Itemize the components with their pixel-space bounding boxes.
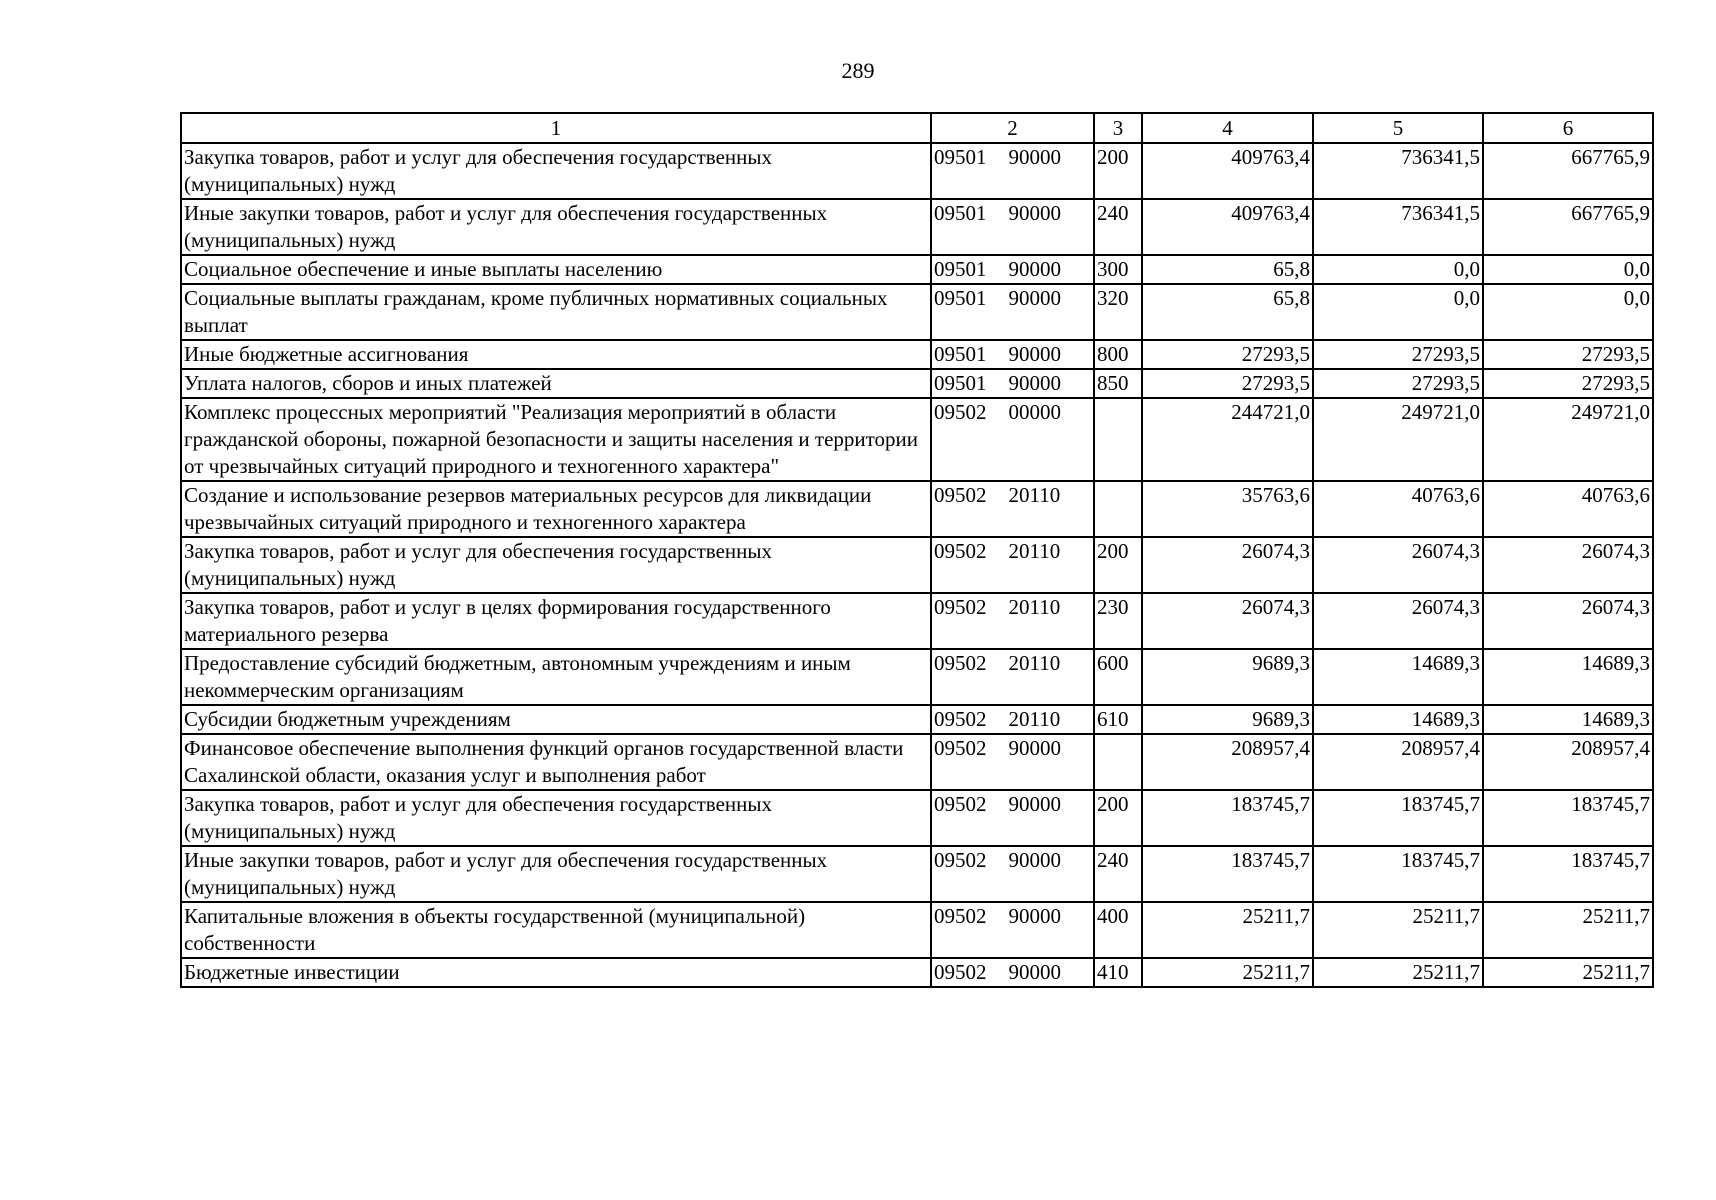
table-row bbox=[181, 593, 1653, 649]
code-target: 20110 bbox=[1008, 595, 1061, 619]
column-header: 1 bbox=[181, 113, 931, 143]
row-amount-5: 736341,5 bbox=[1313, 143, 1483, 199]
row-amount-6: 0,0 bbox=[1483, 255, 1653, 284]
row-amount-6: 25211,7 bbox=[1483, 958, 1653, 987]
code-target: 00000 bbox=[1008, 400, 1061, 424]
row-code bbox=[931, 902, 1094, 958]
row-amount-5: 25211,7 bbox=[1313, 902, 1483, 958]
table-row bbox=[181, 902, 1653, 958]
table-row bbox=[181, 481, 1653, 537]
row-expense-type: 600 bbox=[1094, 649, 1142, 705]
row-code bbox=[931, 593, 1094, 649]
row-expense-type: 240 bbox=[1094, 846, 1142, 902]
row-amount-6: 26074,3 bbox=[1483, 593, 1653, 649]
row-amount-6: 0,0 bbox=[1483, 284, 1653, 340]
code-target: 90000 bbox=[1008, 792, 1061, 816]
row-name: Закупка товаров, работ и услуг в целях формирования государственного материального резерва bbox=[181, 593, 931, 649]
row-code bbox=[931, 284, 1094, 340]
row-amount-5: 27293,5 bbox=[1313, 340, 1483, 369]
row-expense-type bbox=[1094, 481, 1142, 537]
row-code bbox=[931, 340, 1094, 369]
row-amount-4: 208957,4 bbox=[1142, 734, 1313, 790]
row-amount-4: 27293,5 bbox=[1142, 340, 1313, 369]
row-amount-4: 244721,0 bbox=[1142, 398, 1313, 481]
column-header: 6 bbox=[1483, 113, 1653, 143]
column-header: 3 bbox=[1094, 113, 1142, 143]
code-section: 09502 bbox=[934, 792, 987, 816]
code-section: 09502 bbox=[934, 736, 987, 760]
code-section: 09501 bbox=[934, 201, 987, 225]
row-amount-4: 25211,7 bbox=[1142, 958, 1313, 987]
row-name: Закупка товаров, работ и услуг для обеспечения государственных (муниципальных) нужд bbox=[181, 143, 931, 199]
table-body bbox=[181, 143, 1653, 987]
table-row bbox=[181, 537, 1653, 593]
row-name: Создание и использование резервов материальных ресурсов для ликвидации чрезвычайных ситуаций природного и техногенного характера bbox=[181, 481, 931, 537]
row-amount-4: 26074,3 bbox=[1142, 593, 1313, 649]
code-target: 90000 bbox=[1008, 960, 1061, 984]
row-amount-4: 27293,5 bbox=[1142, 369, 1313, 398]
row-name: Предоставление субсидий бюджетным, автономным учреждениям и иным некоммерческим организациям bbox=[181, 649, 931, 705]
row-amount-4: 65,8 bbox=[1142, 255, 1313, 284]
row-name: Комплекс процессных мероприятий "Реализация мероприятий в области гражданской обороны, пожарной безопасности и защиты населения и территории от чрезвычайных ситуаций природного и техногенного характера" bbox=[181, 398, 931, 481]
code-section: 09502 bbox=[934, 960, 987, 984]
row-amount-5: 14689,3 bbox=[1313, 649, 1483, 705]
row-amount-4: 409763,4 bbox=[1142, 143, 1313, 199]
row-expense-type: 320 bbox=[1094, 284, 1142, 340]
row-expense-type: 610 bbox=[1094, 705, 1142, 734]
row-amount-5: 249721,0 bbox=[1313, 398, 1483, 481]
row-amount-6: 40763,6 bbox=[1483, 481, 1653, 537]
row-name: Социальные выплаты гражданам, кроме публичных нормативных социальных выплат bbox=[181, 284, 931, 340]
row-amount-4: 183745,7 bbox=[1142, 790, 1313, 846]
code-target: 90000 bbox=[1008, 904, 1061, 928]
code-section: 09501 bbox=[934, 342, 987, 366]
code-section: 09501 bbox=[934, 371, 987, 395]
row-amount-6: 14689,3 bbox=[1483, 705, 1653, 734]
row-code bbox=[931, 734, 1094, 790]
table-row bbox=[181, 846, 1653, 902]
row-name: Иные закупки товаров, работ и услуг для обеспечения государственных (муниципальных) нужд bbox=[181, 199, 931, 255]
row-amount-6: 14689,3 bbox=[1483, 649, 1653, 705]
row-amount-6: 183745,7 bbox=[1483, 846, 1653, 902]
row-amount-5: 27293,5 bbox=[1313, 369, 1483, 398]
row-code bbox=[931, 705, 1094, 734]
row-expense-type: 410 bbox=[1094, 958, 1142, 987]
row-name: Субсидии бюджетным учреждениям bbox=[181, 705, 931, 734]
row-amount-6: 27293,5 bbox=[1483, 369, 1653, 398]
code-target: 20110 bbox=[1008, 707, 1061, 731]
row-amount-5: 40763,6 bbox=[1313, 481, 1483, 537]
row-amount-5: 208957,4 bbox=[1313, 734, 1483, 790]
row-name: Социальное обеспечение и иные выплаты населению bbox=[181, 255, 931, 284]
row-amount-5: 0,0 bbox=[1313, 255, 1483, 284]
code-section: 09502 bbox=[934, 595, 987, 619]
budget-table bbox=[180, 112, 1654, 988]
row-amount-6: 26074,3 bbox=[1483, 537, 1653, 593]
row-amount-6: 249721,0 bbox=[1483, 398, 1653, 481]
row-name: Закупка товаров, работ и услуг для обеспечения государственных (муниципальных) нужд bbox=[181, 537, 931, 593]
code-section: 09501 bbox=[934, 257, 987, 281]
table-row bbox=[181, 705, 1653, 734]
code-target: 90000 bbox=[1008, 201, 1061, 225]
row-expense-type bbox=[1094, 734, 1142, 790]
code-target: 20110 bbox=[1008, 483, 1061, 507]
row-amount-5: 183745,7 bbox=[1313, 790, 1483, 846]
row-expense-type: 850 bbox=[1094, 369, 1142, 398]
row-code bbox=[931, 481, 1094, 537]
row-amount-5: 26074,3 bbox=[1313, 593, 1483, 649]
row-amount-6: 25211,7 bbox=[1483, 902, 1653, 958]
row-amount-5: 0,0 bbox=[1313, 284, 1483, 340]
row-amount-4: 35763,6 bbox=[1142, 481, 1313, 537]
row-expense-type: 200 bbox=[1094, 143, 1142, 199]
row-expense-type: 300 bbox=[1094, 255, 1142, 284]
row-name: Уплата налогов, сборов и иных платежей bbox=[181, 369, 931, 398]
row-amount-6: 667765,9 bbox=[1483, 199, 1653, 255]
row-amount-4: 9689,3 bbox=[1142, 705, 1313, 734]
row-code bbox=[931, 369, 1094, 398]
row-amount-4: 9689,3 bbox=[1142, 649, 1313, 705]
row-amount-6: 27293,5 bbox=[1483, 340, 1653, 369]
row-expense-type: 230 bbox=[1094, 593, 1142, 649]
column-header: 2 bbox=[931, 113, 1094, 143]
table-row bbox=[181, 340, 1653, 369]
row-code bbox=[931, 255, 1094, 284]
row-code bbox=[931, 790, 1094, 846]
code-target: 90000 bbox=[1008, 371, 1061, 395]
row-code bbox=[931, 958, 1094, 987]
row-amount-5: 736341,5 bbox=[1313, 199, 1483, 255]
row-amount-6: 183745,7 bbox=[1483, 790, 1653, 846]
table-row bbox=[181, 398, 1653, 481]
code-target: 90000 bbox=[1008, 848, 1061, 872]
row-code bbox=[931, 537, 1094, 593]
row-amount-5: 183745,7 bbox=[1313, 846, 1483, 902]
row-amount-4: 183745,7 bbox=[1142, 846, 1313, 902]
row-amount-4: 409763,4 bbox=[1142, 199, 1313, 255]
code-section: 09502 bbox=[934, 848, 987, 872]
row-expense-type: 800 bbox=[1094, 340, 1142, 369]
row-amount-6: 208957,4 bbox=[1483, 734, 1653, 790]
row-amount-4: 25211,7 bbox=[1142, 902, 1313, 958]
row-code bbox=[931, 199, 1094, 255]
code-section: 09501 bbox=[934, 286, 987, 310]
row-expense-type: 240 bbox=[1094, 199, 1142, 255]
code-section: 09502 bbox=[934, 483, 987, 507]
code-target: 20110 bbox=[1008, 651, 1061, 675]
row-name: Закупка товаров, работ и услуг для обеспечения государственных (муниципальных) нужд bbox=[181, 790, 931, 846]
code-section: 09502 bbox=[934, 904, 987, 928]
row-name: Бюджетные инвестиции bbox=[181, 958, 931, 987]
table-row bbox=[181, 255, 1653, 284]
row-code bbox=[931, 649, 1094, 705]
row-amount-5: 26074,3 bbox=[1313, 537, 1483, 593]
row-amount-4: 65,8 bbox=[1142, 284, 1313, 340]
row-expense-type: 400 bbox=[1094, 902, 1142, 958]
code-target: 90000 bbox=[1008, 342, 1061, 366]
page-number: 289 bbox=[841, 58, 875, 83]
row-amount-6: 667765,9 bbox=[1483, 143, 1653, 199]
table-row bbox=[181, 790, 1653, 846]
table-row bbox=[181, 734, 1653, 790]
code-target: 20110 bbox=[1008, 539, 1061, 563]
table-row bbox=[181, 649, 1653, 705]
row-amount-5: 25211,7 bbox=[1313, 958, 1483, 987]
row-expense-type: 200 bbox=[1094, 537, 1142, 593]
row-amount-4: 26074,3 bbox=[1142, 537, 1313, 593]
row-amount-5: 14689,3 bbox=[1313, 705, 1483, 734]
row-name: Капитальные вложения в объекты государственной (муниципальной) собственности bbox=[181, 902, 931, 958]
column-header: 5 bbox=[1313, 113, 1483, 143]
row-code bbox=[931, 846, 1094, 902]
code-section: 09501 bbox=[934, 145, 987, 169]
table-row bbox=[181, 369, 1653, 398]
table-row bbox=[181, 284, 1653, 340]
table-row bbox=[181, 199, 1653, 255]
row-code bbox=[931, 143, 1094, 199]
code-section: 09502 bbox=[934, 651, 987, 675]
row-name: Иные бюджетные ассигнования bbox=[181, 340, 931, 369]
row-name: Финансовое обеспечение выполнения функций органов государственной власти Сахалинской области, оказания услуг и выполнения работ bbox=[181, 734, 931, 790]
header-row bbox=[181, 113, 1653, 143]
code-section: 09502 bbox=[934, 400, 987, 424]
code-target: 90000 bbox=[1008, 736, 1061, 760]
code-section: 09502 bbox=[934, 539, 987, 563]
code-target: 90000 bbox=[1008, 257, 1061, 281]
table-row bbox=[181, 143, 1653, 199]
code-target: 90000 bbox=[1008, 286, 1061, 310]
table-row bbox=[181, 958, 1653, 987]
code-target: 90000 bbox=[1008, 145, 1061, 169]
column-header: 4 bbox=[1142, 113, 1313, 143]
row-code bbox=[931, 398, 1094, 481]
code-section: 09502 bbox=[934, 707, 987, 731]
row-name: Иные закупки товаров, работ и услуг для обеспечения государственных (муниципальных) нужд bbox=[181, 846, 931, 902]
row-expense-type bbox=[1094, 398, 1142, 481]
row-expense-type: 200 bbox=[1094, 790, 1142, 846]
